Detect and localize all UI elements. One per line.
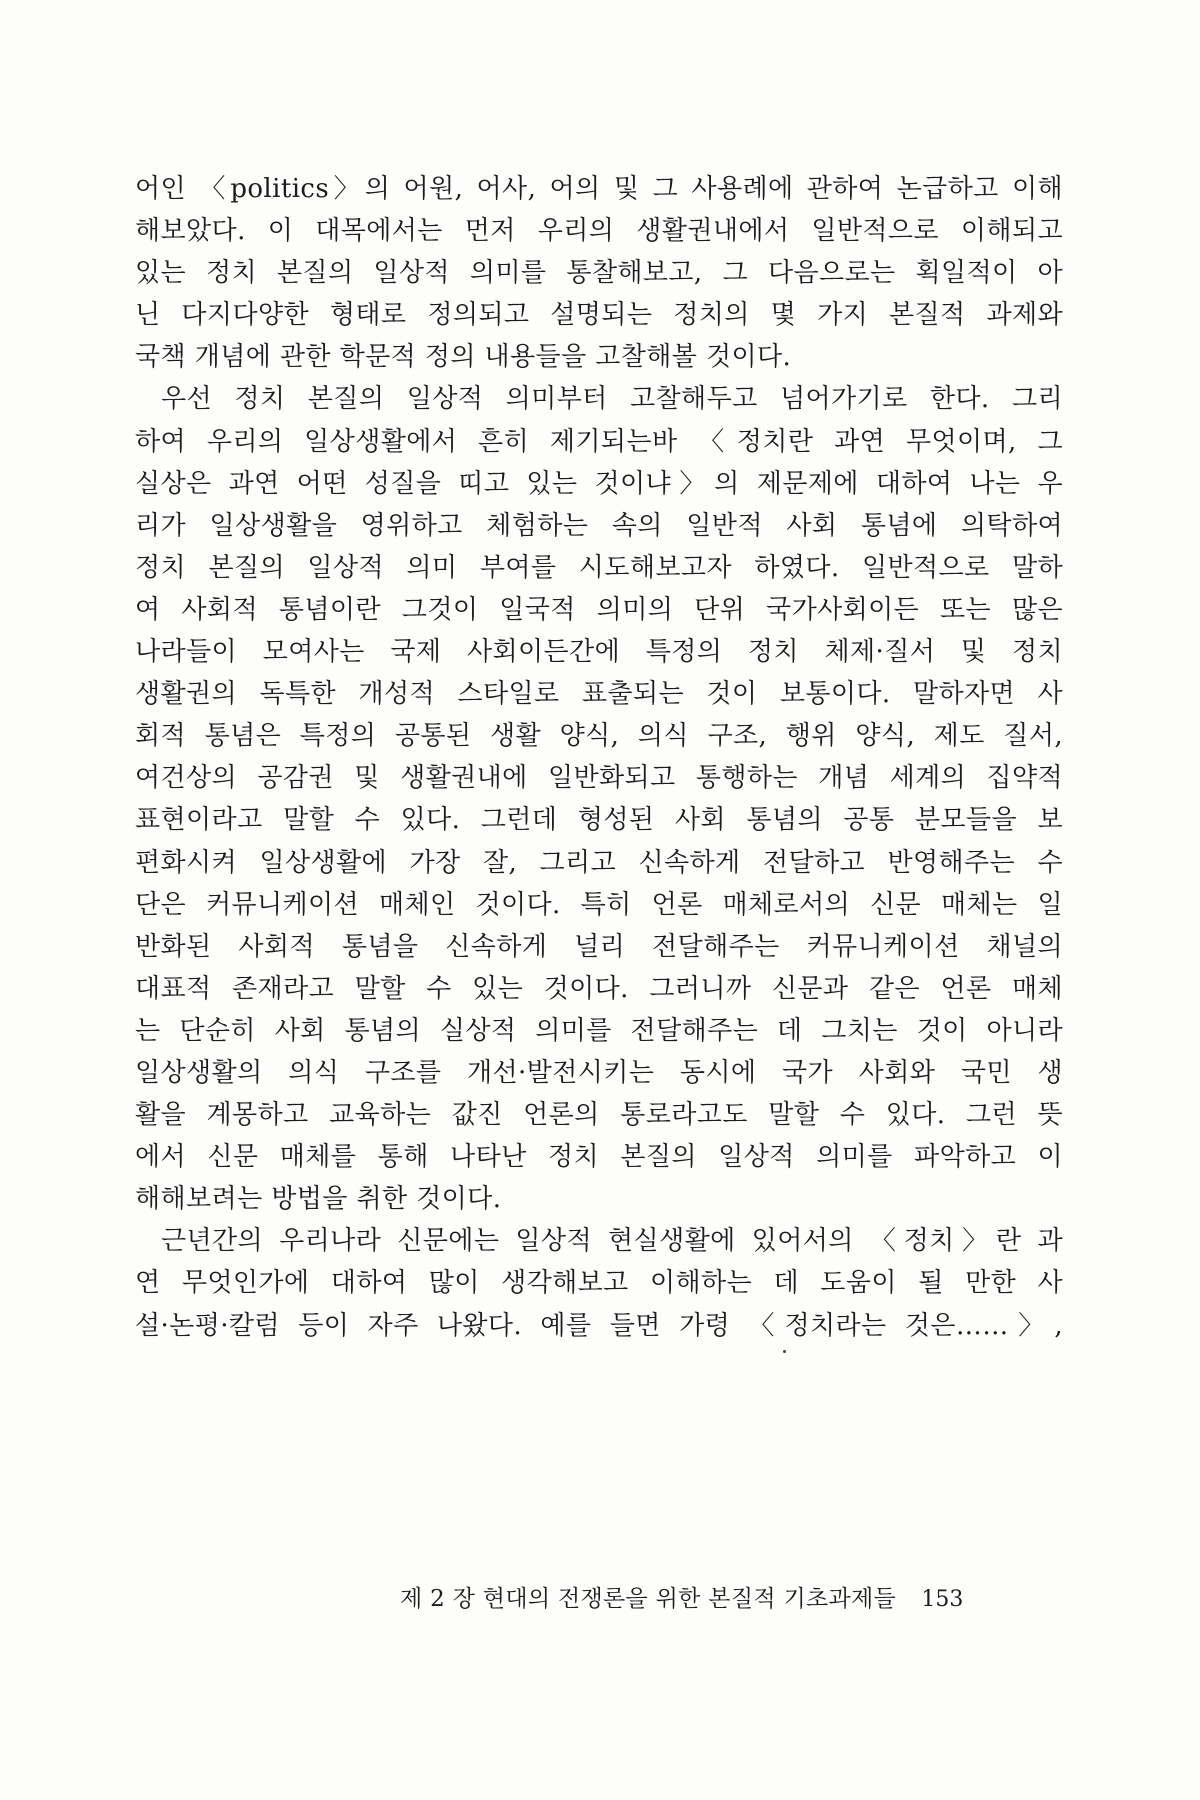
text-line: 반화된 사회적 통념을 신속하게 널리 전달해주는 커뮤니케이션 채널의 <box>135 931 1063 962</box>
text-line: 설·논평·칼럼 등이 자주 나왔다. 예를 들면 가령 〈정치라는 것은……〉, <box>135 1310 1063 1341</box>
paragraph-first-line: 근년간의 우리나라 신문에는 일상적 현실생활에 있어서의 〈정치〉란 과 <box>161 1226 1063 1257</box>
text-line: 대표적 존재라고 말할 수 있는 것이다. 그러니까 신문과 같은 언론 매체 <box>135 973 1063 1004</box>
text-line: 리가 일상생활을 영위하고 체험하는 속의 일반적 사회 통념에 의탁하여 <box>135 510 1063 541</box>
text-line: 여 사회적 통념이란 그것이 일국적 의미의 단위 국가사회이든 또는 많은 <box>135 594 1063 625</box>
paragraph-first-line: 우선 정치 본질의 일상적 의미부터 고찰해두고 넘어가기로 한다. 그리 <box>161 384 1063 415</box>
text-line: 닌 다지다양한 형태로 정의되고 설명되는 정치의 몇 가지 본질적 과제와 <box>135 300 1063 331</box>
text-line: 연 무엇인가에 대하여 많이 생각해보고 이해하는 데 도움이 될 만한 사 <box>135 1268 1063 1299</box>
text-line: 는 단순히 사회 통념의 실상적 의미를 전달해주는 데 그치는 것이 아니라 <box>135 1015 1063 1046</box>
text-line: 표현이라고 말할 수 있다. 그런데 형성된 사회 통념의 공통 분모들을 보 <box>135 805 1063 836</box>
text-line: 에서 신문 매체를 통해 나타난 정치 본질의 일상적 의미를 파악하고 이 <box>135 1142 1063 1173</box>
text-line: 회적 통념은 특정의 공통된 생활 양식, 의식 구조, 행위 양식, 제도 질서, <box>135 721 1063 752</box>
text-line: 있는 정치 본질의 일상적 의미를 통찰해보고, 그 다음으로는 획일적이 아 <box>135 258 1063 289</box>
text-line: 하여 우리의 일상생활에서 흔히 제기되는바 〈정치란 과연 무엇이며, 그 <box>135 426 1063 457</box>
text-line: 여건상의 공감권 및 생활권내에 일반화되고 통행하는 개념 세계의 집약적 <box>135 763 1063 794</box>
print-speck <box>783 1350 786 1353</box>
chapter-title: 제 2 장 현대의 전쟁론을 위한 본질적 기초과제들 <box>400 1586 897 1612</box>
text-line: 활을 계몽하고 교육하는 값진 언론의 통로라고도 말할 수 있다. 그런 뜻 <box>135 1100 1063 1131</box>
text-line: 국책 개념에 관한 학문적 정의 내용들을 고찰해볼 것이다. <box>135 342 792 373</box>
body-text <box>135 168 1063 1347</box>
text-line: 해보았다. 이 대목에서는 먼저 우리의 생활권내에서 일반적으로 이해되고 <box>135 216 1063 247</box>
page-number: 153 <box>921 1587 964 1612</box>
text-line: 실상은 과연 어떤 성질을 띠고 있는 것이냐〉의 제문제에 대하여 나는 우 <box>135 468 1063 499</box>
text-line: 어인 〈politics〉의 어원, 어사, 어의 및 그 사용례에 관하여 논급하고 이해 <box>135 174 1063 204</box>
text-line: 해해보려는 방법을 취한 것이다. <box>135 1184 502 1215</box>
text-line: 일상생활의 의식 구조를 개선·발전시키는 동시에 국가 사회와 국민 생 <box>135 1057 1063 1088</box>
running-footer <box>400 1580 1000 1620</box>
text-line: 편화시켜 일상생활에 가장 잘, 그리고 신속하게 전달하고 반영해주는 수 <box>135 847 1063 878</box>
text-line: 생활권의 독특한 개성적 스타일로 표출되는 것이 보통이다. 말하자면 사 <box>135 679 1063 710</box>
text-line: 정치 본질의 일상적 의미 부여를 시도해보고자 하였다. 일반적으로 말하 <box>135 552 1063 583</box>
text-line: 단은 커뮤니케이션 매체인 것이다. 특히 언론 매체로서의 신문 매체는 일 <box>135 889 1063 920</box>
text-line: 나라들이 모여사는 국제 사회이든간에 특정의 정치 체제·질서 및 정치 <box>135 637 1063 668</box>
